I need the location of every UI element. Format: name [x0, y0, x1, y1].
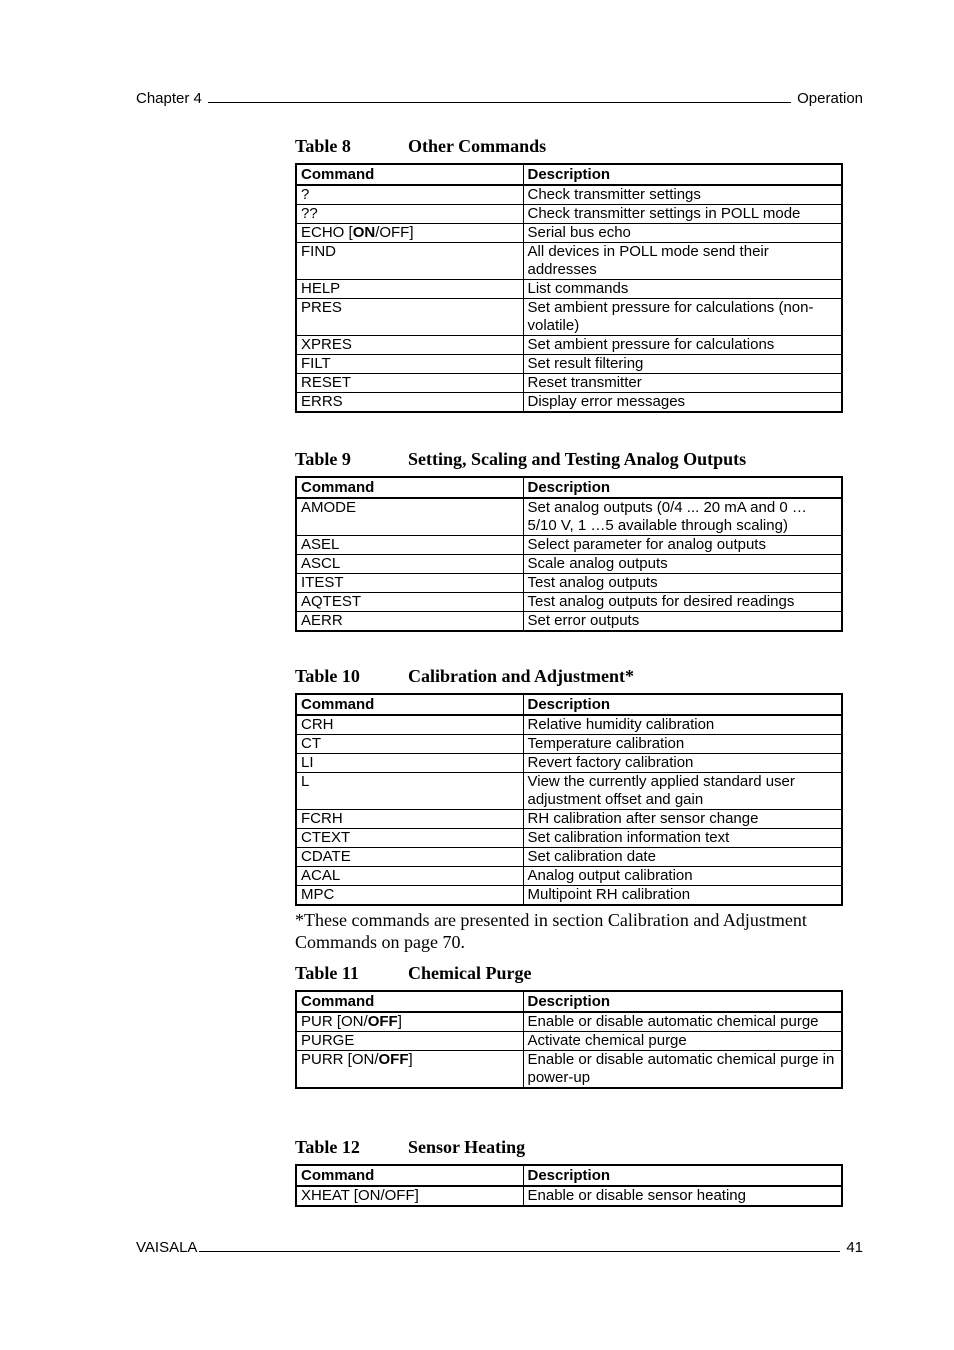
command-cell: L [296, 773, 523, 810]
table-number: Table 11 [295, 963, 359, 983]
command-cell: LI [296, 754, 523, 773]
command-cell: XHEAT [ON/OFF] [296, 1186, 523, 1206]
default-option: OFF [378, 1051, 409, 1068]
command-cell: MPC [296, 886, 523, 906]
table-analog-outputs [295, 476, 843, 632]
description-cell: Set result filtering [523, 355, 842, 374]
column-header-description: Description [523, 991, 842, 1012]
section-label: Operation [797, 90, 863, 107]
footnote: *These commands are presented in section Calibration and Adjustment Commands on page 70. [295, 910, 807, 952]
column-header-command: Command [296, 991, 523, 1012]
command-cell: ASEL [296, 536, 523, 555]
table-row [296, 1012, 842, 1032]
command-text: ] [397, 1013, 402, 1030]
table-row [296, 1051, 842, 1089]
table-number: Table 10 [295, 666, 360, 686]
table-10-caption [295, 666, 634, 687]
chapter-label: Chapter 4 [136, 90, 202, 107]
description-cell: Multipoint RH calibration [523, 886, 842, 906]
description-cell: Activate chemical purge [523, 1032, 842, 1051]
command-text: ECHO [ [301, 224, 353, 241]
command-cell: PURGE [296, 1032, 523, 1051]
table-header-row [296, 164, 842, 185]
table-row [296, 867, 842, 886]
description-cell: Set ambient pressure for calculations (non-volatile) [523, 299, 842, 336]
table-row [296, 715, 842, 735]
table-row [296, 829, 842, 848]
description-cell: Set calibration information text [523, 829, 842, 848]
command-cell [296, 1051, 523, 1089]
description-cell: Test analog outputs for desired readings [523, 593, 842, 612]
table-row [296, 393, 842, 413]
table-row [296, 185, 842, 205]
description-cell: Analog output calibration [523, 867, 842, 886]
description-cell: Set analog outputs (0/4 ... 20 mA and 0 … 5/10 V, 1 …5 available through scaling) [523, 498, 842, 536]
command-cell: ?? [296, 205, 523, 224]
table-row [296, 555, 842, 574]
table-sensor-heating [295, 1164, 843, 1207]
default-option: OFF [367, 1013, 398, 1030]
description-cell: Set ambient pressure for calculations [523, 336, 842, 355]
table-row [296, 1032, 842, 1051]
command-cell [296, 1012, 523, 1032]
description-cell: Set calibration date [523, 848, 842, 867]
description-cell: Select parameter for analog outputs [523, 536, 842, 555]
table-other-commands [295, 163, 843, 413]
table-row [296, 355, 842, 374]
table-title: Chemical Purge [408, 963, 532, 983]
table-chemical-purge [295, 990, 843, 1089]
description-cell: All devices in POLL mode send their addresses [523, 243, 842, 280]
description-cell: View the currently applied standard user adjustment offset and gain [523, 773, 842, 810]
table-row [296, 574, 842, 593]
command-text: /OFF] [375, 224, 414, 241]
description-cell: Serial bus echo [523, 224, 842, 243]
command-cell: ITEST [296, 574, 523, 593]
description-cell: Temperature calibration [523, 735, 842, 754]
table-9-caption [295, 449, 746, 470]
table-title: Sensor Heating [408, 1137, 526, 1157]
page-number: 41 [846, 1239, 863, 1256]
table-title: Setting, Scaling and Testing Analog Outputs [408, 449, 747, 469]
table-row [296, 224, 842, 243]
table-number: Table 8 [295, 136, 351, 156]
command-cell: HELP [296, 280, 523, 299]
table-row [296, 735, 842, 754]
column-header-command: Command [296, 694, 523, 715]
table-number: Table 12 [295, 1137, 360, 1157]
table-calibration [295, 693, 843, 906]
table-11-caption [295, 963, 531, 984]
column-header-description: Description [523, 477, 842, 498]
command-cell: ? [296, 185, 523, 205]
footer-rule [199, 1239, 840, 1252]
header-rule [208, 90, 791, 103]
page-header [136, 90, 863, 107]
command-cell: PRES [296, 299, 523, 336]
description-cell: Enable or disable sensor heating [523, 1186, 842, 1206]
column-header-description: Description [523, 1165, 842, 1186]
command-text: PUR [ON/ [301, 1013, 368, 1030]
command-cell: AERR [296, 612, 523, 632]
column-header-command: Command [296, 164, 523, 185]
table-row [296, 773, 842, 810]
command-cell: CTEXT [296, 829, 523, 848]
column-header-description: Description [523, 694, 842, 715]
command-cell: AMODE [296, 498, 523, 536]
table-row [296, 848, 842, 867]
table-row [296, 612, 842, 632]
table-row [296, 1186, 842, 1206]
description-cell: List commands [523, 280, 842, 299]
command-cell: XPRES [296, 336, 523, 355]
command-cell [296, 224, 523, 243]
default-option: ON [352, 224, 376, 241]
description-cell: Scale analog outputs [523, 555, 842, 574]
table-row [296, 810, 842, 829]
table-header-row [296, 477, 842, 498]
table-header-row [296, 1165, 842, 1186]
description-cell: Check transmitter settings [523, 185, 842, 205]
command-cell: CRH [296, 715, 523, 735]
command-cell: FCRH [296, 810, 523, 829]
command-cell: FILT [296, 355, 523, 374]
description-cell: Set error outputs [523, 612, 842, 632]
table-row [296, 754, 842, 773]
command-cell: ASCL [296, 555, 523, 574]
description-cell: Revert factory calibration [523, 754, 842, 773]
column-header-command: Command [296, 1165, 523, 1186]
description-cell: Reset transmitter [523, 374, 842, 393]
description-cell: RH calibration after sensor change [523, 810, 842, 829]
table-row [296, 593, 842, 612]
command-cell: FIND [296, 243, 523, 280]
command-text: PURR [ON/ [301, 1051, 379, 1068]
table-12-caption [295, 1137, 525, 1158]
table-row [296, 374, 842, 393]
table-row [296, 280, 842, 299]
description-cell: Enable or disable automatic chemical purge in power-up [523, 1051, 842, 1089]
table-title: Other Commands [408, 136, 547, 156]
page-footer [136, 1239, 863, 1256]
table-8-caption [295, 136, 546, 157]
command-cell: ERRS [296, 393, 523, 413]
table-row [296, 886, 842, 906]
description-cell: Test analog outputs [523, 574, 842, 593]
command-cell: ACAL [296, 867, 523, 886]
column-header-description: Description [523, 164, 842, 185]
table-row [296, 336, 842, 355]
table-header-row [296, 694, 842, 715]
table-row [296, 299, 842, 336]
column-header-command: Command [296, 477, 523, 498]
table-row [296, 498, 842, 536]
description-cell: Display error messages [523, 393, 842, 413]
description-cell: Check transmitter settings in POLL mode [523, 205, 842, 224]
table-row [296, 536, 842, 555]
command-cell: CDATE [296, 848, 523, 867]
command-cell: RESET [296, 374, 523, 393]
description-cell: Enable or disable automatic chemical purge [523, 1012, 842, 1032]
description-cell: Relative humidity calibration [523, 715, 842, 735]
table-row [296, 243, 842, 280]
table-number: Table 9 [295, 449, 351, 469]
table-row [296, 205, 842, 224]
table-header-row [296, 991, 842, 1012]
command-cell: AQTEST [296, 593, 523, 612]
table-title: Calibration and Adjustment* [408, 666, 635, 686]
brand-label: VAISALA [136, 1239, 198, 1256]
command-text: ] [408, 1051, 413, 1068]
command-cell: CT [296, 735, 523, 754]
